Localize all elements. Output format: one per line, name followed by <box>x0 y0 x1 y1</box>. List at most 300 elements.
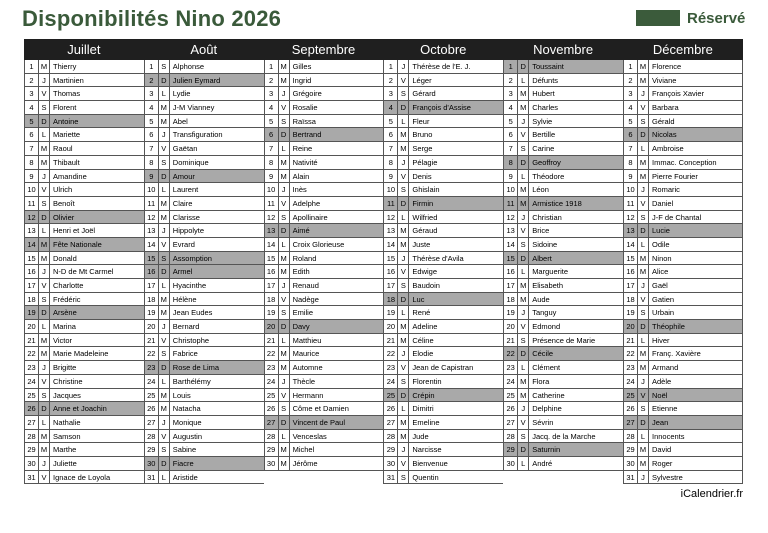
day-cell[interactable] <box>24 306 144 320</box>
day-cell[interactable] <box>503 60 623 74</box>
day-cell[interactable] <box>24 443 144 457</box>
weekday-letter: V <box>518 128 529 141</box>
day-cell[interactable] <box>623 252 743 266</box>
day-cell[interactable] <box>264 252 384 266</box>
day-number: 13 <box>504 224 518 237</box>
day-cell[interactable] <box>264 197 384 211</box>
day-cell[interactable] <box>144 443 264 457</box>
saint-name: André <box>532 458 553 468</box>
weekday-letter: D <box>518 443 529 456</box>
saint-name: Théodore <box>532 171 565 181</box>
weekday-letter: V <box>39 471 50 484</box>
day-cell[interactable] <box>264 224 384 238</box>
day-cell[interactable] <box>383 224 503 238</box>
day-cell[interactable] <box>503 443 623 457</box>
weekday-letter: M <box>39 238 50 251</box>
day-cell[interactable] <box>144 361 264 375</box>
weekday-letter: M <box>159 197 170 210</box>
day-cell[interactable] <box>503 101 623 115</box>
day-cell[interactable] <box>503 252 623 266</box>
day-cell[interactable] <box>144 279 264 293</box>
day-cell[interactable] <box>503 279 623 293</box>
weekday-letter: M <box>279 74 290 87</box>
day-cell[interactable] <box>24 211 144 225</box>
day-number: 15 <box>25 252 39 265</box>
day-cell[interactable] <box>383 156 503 170</box>
month-header: Août <box>144 39 264 60</box>
day-cell[interactable] <box>503 320 623 334</box>
day-cell[interactable] <box>264 170 384 184</box>
day-number: 8 <box>384 156 398 169</box>
day-cell[interactable] <box>264 457 384 471</box>
day-cell[interactable] <box>623 87 743 101</box>
day-cell[interactable] <box>383 389 503 403</box>
day-cell[interactable] <box>503 334 623 348</box>
saint-name: Arsène <box>53 308 77 318</box>
day-cell[interactable] <box>383 306 503 320</box>
day-cell[interactable] <box>24 471 144 485</box>
day-cell[interactable] <box>144 265 264 279</box>
day-number: 3 <box>265 87 279 100</box>
day-cell[interactable] <box>623 361 743 375</box>
day-cell[interactable] <box>503 197 623 211</box>
day-cell[interactable] <box>144 375 264 389</box>
day-cell[interactable] <box>24 402 144 416</box>
day-cell[interactable] <box>264 293 384 307</box>
day-cell[interactable] <box>144 101 264 115</box>
day-cell[interactable] <box>503 224 623 238</box>
day-cell[interactable] <box>264 334 384 348</box>
day-number: 29 <box>25 443 39 456</box>
day-cell[interactable] <box>383 252 503 266</box>
day-cell[interactable] <box>623 170 743 184</box>
day-number: 21 <box>145 334 159 347</box>
saint-name: Grégoire <box>292 89 322 99</box>
month-column <box>623 39 743 484</box>
day-cell[interactable] <box>264 402 384 416</box>
saint-name: Abel <box>172 116 188 126</box>
day-cell[interactable] <box>144 128 264 142</box>
day-cell[interactable] <box>503 306 623 320</box>
day-cell[interactable] <box>383 279 503 293</box>
weekday-letter: M <box>398 224 409 237</box>
day-cell[interactable] <box>24 252 144 266</box>
day-cell[interactable] <box>24 389 144 403</box>
weekday-letter: L <box>159 471 170 484</box>
day-cell[interactable] <box>24 265 144 279</box>
day-cell[interactable] <box>264 306 384 320</box>
day-cell[interactable] <box>24 238 144 252</box>
day-cell[interactable] <box>623 211 743 225</box>
weekday-letter: L <box>39 320 50 333</box>
day-cell[interactable] <box>24 156 144 170</box>
day-cell[interactable] <box>503 457 623 471</box>
day-cell[interactable] <box>24 224 144 238</box>
day-number: 9 <box>504 170 518 183</box>
weekday-letter: S <box>398 375 409 388</box>
day-number: 19 <box>145 306 159 319</box>
day-number: 6 <box>504 128 518 141</box>
weekday-letter: M <box>159 306 170 319</box>
saint-name: Automne <box>292 363 323 373</box>
saint-name: Venceslas <box>292 431 327 441</box>
day-cell[interactable] <box>144 402 264 416</box>
day-number: 20 <box>145 320 159 333</box>
saint-name: Bienvenue <box>412 458 448 468</box>
saint-name: Christophe <box>172 335 210 345</box>
year-calendar <box>24 39 743 484</box>
saint-name: Jean Eudes <box>172 308 213 318</box>
day-cell[interactable] <box>264 87 384 101</box>
day-cell[interactable] <box>503 142 623 156</box>
weekday-letter: J <box>159 416 170 429</box>
saint-name: Catherine <box>532 390 565 400</box>
day-cell[interactable] <box>24 74 144 88</box>
day-cell[interactable] <box>144 142 264 156</box>
saint-name: Thècle <box>292 376 316 386</box>
weekday-letter: J <box>398 156 409 169</box>
day-cell[interactable] <box>383 402 503 416</box>
day-cell[interactable] <box>24 361 144 375</box>
weekday-letter: D <box>159 170 170 183</box>
day-cell[interactable] <box>503 170 623 184</box>
day-number: 31 <box>145 471 159 484</box>
day-cell[interactable] <box>623 265 743 279</box>
day-cell[interactable] <box>24 293 144 307</box>
day-cell[interactable] <box>144 293 264 307</box>
day-cell[interactable] <box>264 211 384 225</box>
day-cell[interactable] <box>24 197 144 211</box>
day-number: 17 <box>624 279 638 292</box>
day-number: 25 <box>624 389 638 402</box>
day-cell[interactable] <box>264 347 384 361</box>
day-cell[interactable] <box>24 416 144 430</box>
weekday-letter: M <box>638 457 649 470</box>
day-cell[interactable] <box>264 361 384 375</box>
day-cell[interactable] <box>144 320 264 334</box>
weekday-letter: V <box>39 279 50 292</box>
day-cell[interactable] <box>264 101 384 115</box>
weekday-letter: M <box>39 443 50 456</box>
day-cell[interactable] <box>144 183 264 197</box>
weekday-letter: V <box>638 389 649 402</box>
day-cell[interactable] <box>383 457 503 471</box>
day-number: 14 <box>384 238 398 251</box>
saint-name: Benoît <box>53 198 75 208</box>
day-cell[interactable] <box>264 156 384 170</box>
day-cell[interactable] <box>24 430 144 444</box>
day-cell[interactable] <box>24 60 144 74</box>
weekday-letter: J <box>398 252 409 265</box>
day-cell[interactable] <box>623 430 743 444</box>
saint-name: Pierre Fourier <box>651 171 698 181</box>
day-cell[interactable] <box>383 115 503 129</box>
day-cell[interactable] <box>144 211 264 225</box>
day-cell[interactable] <box>144 252 264 266</box>
day-cell[interactable] <box>144 430 264 444</box>
day-number: 12 <box>25 211 39 224</box>
day-cell[interactable] <box>144 156 264 170</box>
day-cell[interactable] <box>383 293 503 307</box>
day-cell[interactable] <box>383 320 503 334</box>
saint-name: Ignace de Loyola <box>53 472 111 482</box>
weekday-letter: L <box>39 128 50 141</box>
day-cell[interactable] <box>24 347 144 361</box>
day-cell[interactable] <box>24 142 144 156</box>
day-cell[interactable] <box>623 183 743 197</box>
day-cell[interactable] <box>383 375 503 389</box>
day-cell[interactable] <box>264 279 384 293</box>
day-cell[interactable] <box>144 60 264 74</box>
day-cell[interactable] <box>24 457 144 471</box>
day-number: 27 <box>624 416 638 429</box>
weekday-letter: D <box>159 457 170 470</box>
saint-name: Claire <box>172 198 193 208</box>
saint-name: Florent <box>53 103 77 113</box>
day-number: 24 <box>384 375 398 388</box>
day-cell[interactable] <box>383 347 503 361</box>
day-cell[interactable] <box>383 74 503 88</box>
saint-name: Ulrich <box>53 185 73 195</box>
day-cell[interactable] <box>383 211 503 225</box>
day-cell[interactable] <box>623 293 743 307</box>
day-cell[interactable] <box>503 87 623 101</box>
day-cell[interactable] <box>623 197 743 211</box>
day-cell[interactable] <box>623 443 743 457</box>
day-cell[interactable] <box>503 430 623 444</box>
day-cell[interactable] <box>623 320 743 334</box>
day-cell[interactable] <box>383 101 503 115</box>
weekday-letter: M <box>638 252 649 265</box>
saint-name: Etienne <box>651 404 678 414</box>
day-cell[interactable] <box>623 74 743 88</box>
day-number: 4 <box>624 101 638 114</box>
day-cell[interactable] <box>144 334 264 348</box>
saint-name: Assomption <box>172 253 212 263</box>
day-cell[interactable] <box>623 389 743 403</box>
day-cell[interactable] <box>383 142 503 156</box>
day-cell[interactable] <box>623 238 743 252</box>
day-cell[interactable] <box>503 375 623 389</box>
weekday-letter: M <box>279 170 290 183</box>
saint-name: Alice <box>651 267 669 277</box>
day-cell[interactable] <box>144 87 264 101</box>
day-cell[interactable] <box>24 334 144 348</box>
weekday-letter: V <box>159 142 170 155</box>
day-cell[interactable] <box>623 156 743 170</box>
day-cell[interactable] <box>264 142 384 156</box>
weekday-letter: D <box>159 361 170 374</box>
day-cell[interactable] <box>24 170 144 184</box>
day-cell[interactable] <box>264 430 384 444</box>
day-cell[interactable] <box>24 128 144 142</box>
weekday-letter: D <box>39 402 50 415</box>
day-cell[interactable] <box>623 334 743 348</box>
day-number: 22 <box>504 347 518 360</box>
day-number: 29 <box>145 443 159 456</box>
day-cell[interactable] <box>623 279 743 293</box>
day-cell[interactable] <box>383 183 503 197</box>
day-cell[interactable] <box>503 361 623 375</box>
day-cell[interactable] <box>503 416 623 430</box>
day-cell[interactable] <box>383 443 503 457</box>
day-cell[interactable] <box>264 443 384 457</box>
day-cell[interactable] <box>24 279 144 293</box>
day-cell[interactable] <box>503 128 623 142</box>
weekday-letter: J <box>518 402 529 415</box>
day-number: 11 <box>504 197 518 210</box>
day-cell[interactable] <box>264 60 384 74</box>
saint-name: Jean <box>651 417 669 427</box>
day-cell[interactable] <box>24 87 144 101</box>
day-cell[interactable] <box>503 74 623 88</box>
day-cell[interactable] <box>503 115 623 129</box>
saint-name: Juste <box>412 239 431 249</box>
saint-name: Vincent de Paul <box>292 417 345 427</box>
saint-name: Brice <box>532 226 550 236</box>
day-number: 11 <box>145 197 159 210</box>
weekday-letter: V <box>159 430 170 443</box>
day-cell[interactable] <box>264 128 384 142</box>
day-number: 12 <box>265 211 279 224</box>
day-number: 4 <box>145 101 159 114</box>
weekday-letter: D <box>518 347 529 360</box>
day-number: 1 <box>504 60 518 73</box>
saint-name: Aimé <box>292 226 310 236</box>
day-cell[interactable] <box>503 293 623 307</box>
day-cell[interactable] <box>623 115 743 129</box>
day-cell[interactable] <box>383 197 503 211</box>
day-cell[interactable] <box>144 74 264 88</box>
day-cell[interactable] <box>144 471 264 485</box>
day-cell[interactable] <box>264 115 384 129</box>
weekday-letter: L <box>398 211 409 224</box>
weekday-letter: V <box>279 101 290 114</box>
day-cell[interactable] <box>623 347 743 361</box>
saint-name: Nicolas <box>651 130 677 140</box>
day-cell[interactable] <box>144 389 264 403</box>
day-cell[interactable] <box>24 183 144 197</box>
day-cell[interactable] <box>264 416 384 430</box>
day-cell[interactable] <box>144 170 264 184</box>
day-number: 16 <box>384 265 398 278</box>
day-cell[interactable] <box>264 238 384 252</box>
day-number: 10 <box>504 183 518 196</box>
day-cell[interactable] <box>383 416 503 430</box>
saint-name: Aristide <box>172 472 198 482</box>
day-number: 26 <box>25 402 39 415</box>
day-cell[interactable] <box>144 115 264 129</box>
day-number: 14 <box>624 238 638 251</box>
day-cell[interactable] <box>623 142 743 156</box>
day-cell[interactable] <box>383 60 503 74</box>
day-cell[interactable] <box>503 347 623 361</box>
day-number: 4 <box>25 101 39 114</box>
saint-name: Frédéric <box>53 294 81 304</box>
day-cell[interactable] <box>623 457 743 471</box>
day-number: 11 <box>384 197 398 210</box>
day-number: 10 <box>25 183 39 196</box>
day-cell[interactable] <box>623 101 743 115</box>
saint-name: Léger <box>412 75 432 85</box>
weekday-letter: M <box>398 334 409 347</box>
legend-reserved-label: Réservé <box>687 10 746 27</box>
day-cell[interactable] <box>503 211 623 225</box>
day-cell[interactable] <box>383 170 503 184</box>
day-cell[interactable] <box>503 265 623 279</box>
day-cell[interactable] <box>623 60 743 74</box>
saint-name: Romaric <box>651 185 680 195</box>
day-cell[interactable] <box>623 416 743 430</box>
day-cell[interactable] <box>144 197 264 211</box>
weekday-letter: D <box>39 306 50 319</box>
day-cell[interactable] <box>144 347 264 361</box>
day-cell[interactable] <box>623 375 743 389</box>
saint-name: Donald <box>53 253 77 263</box>
day-cell[interactable] <box>24 115 144 129</box>
day-number: 18 <box>624 293 638 306</box>
day-cell[interactable] <box>144 238 264 252</box>
day-cell[interactable] <box>144 416 264 430</box>
day-number: 23 <box>624 361 638 374</box>
day-cell[interactable] <box>264 265 384 279</box>
day-cell[interactable] <box>24 320 144 334</box>
day-cell[interactable] <box>144 306 264 320</box>
saint-name: Clarisse <box>172 212 200 222</box>
day-cell[interactable] <box>383 334 503 348</box>
day-cell[interactable] <box>383 430 503 444</box>
day-cell[interactable] <box>264 375 384 389</box>
day-cell[interactable] <box>264 74 384 88</box>
day-cell[interactable] <box>503 238 623 252</box>
day-cell[interactable] <box>503 389 623 403</box>
saint-name: Roger <box>651 458 673 468</box>
day-cell[interactable] <box>383 361 503 375</box>
saint-name: Thibault <box>53 157 80 167</box>
weekday-letter: D <box>518 252 529 265</box>
day-cell[interactable] <box>144 224 264 238</box>
day-cell[interactable] <box>623 224 743 238</box>
day-cell[interactable] <box>623 402 743 416</box>
day-cell[interactable] <box>503 156 623 170</box>
day-cell[interactable] <box>383 265 503 279</box>
day-cell[interactable] <box>623 471 743 485</box>
weekday-letter: M <box>159 293 170 306</box>
day-cell[interactable] <box>383 238 503 252</box>
weekday-letter: L <box>159 87 170 100</box>
saint-name: Innocents <box>651 431 685 441</box>
day-cell[interactable] <box>503 402 623 416</box>
weekday-letter: J <box>638 279 649 292</box>
day-cell[interactable] <box>503 183 623 197</box>
day-cell[interactable] <box>24 101 144 115</box>
day-cell[interactable] <box>24 375 144 389</box>
day-cell[interactable] <box>383 128 503 142</box>
saint-name: Monique <box>172 417 202 427</box>
day-cell[interactable] <box>623 306 743 320</box>
weekday-letter: L <box>279 238 290 251</box>
day-cell[interactable] <box>264 389 384 403</box>
day-cell[interactable] <box>144 457 264 471</box>
day-cell[interactable] <box>383 87 503 101</box>
day-number: 20 <box>384 320 398 333</box>
day-cell[interactable] <box>623 128 743 142</box>
saint-name: Clément <box>532 363 561 373</box>
day-cell[interactable] <box>264 320 384 334</box>
day-cell[interactable] <box>264 183 384 197</box>
day-cell[interactable] <box>383 471 503 485</box>
day-number: 8 <box>265 156 279 169</box>
